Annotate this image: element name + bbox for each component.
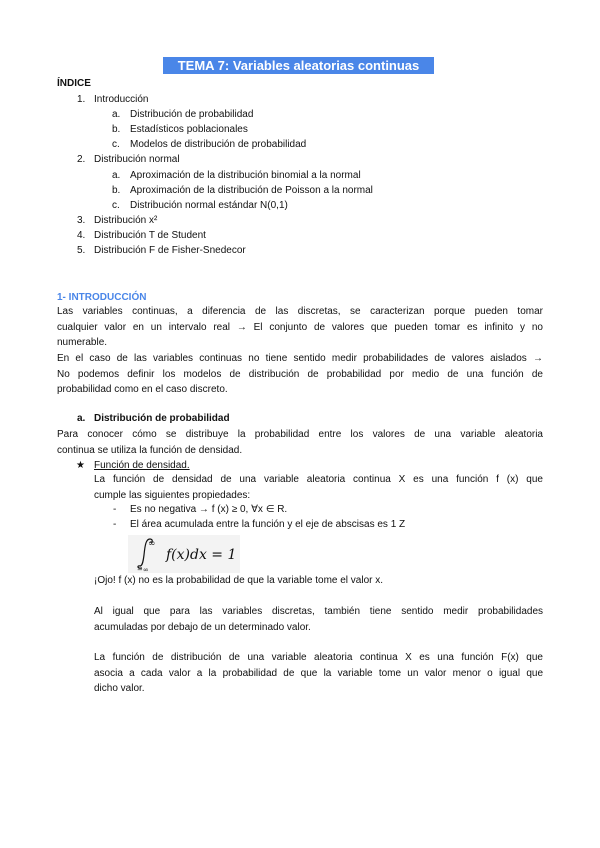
paragraph-line: continua se utiliza la función de densidad. (57, 444, 243, 456)
paragraph-line: probabilidad como en el caso discreto. (57, 384, 228, 395)
density-function-title: Función de densidad. (94, 460, 190, 471)
toc-item-aprox-binomial: Aproximación de la distribución binomial a la normal (130, 170, 361, 181)
property-area-one: El área acumulada entre la función y el eje de abscisas es 1 Z (130, 519, 406, 530)
paragraph-line: Las variables continuas, a diferencia de las discretas, se caracterizan porque pueden tomar (57, 306, 543, 317)
document-title: TEMA 7: Variables aleatorias continuas (163, 57, 434, 74)
subsection-marker: a. (77, 413, 86, 424)
paragraph-line: No podemos definir los modelos de distribución de probabilidad por medio de una función de (57, 368, 543, 380)
integral-formula (128, 535, 240, 573)
toc-item-introduccion: Introducción (94, 94, 149, 105)
toc-number: 3. (77, 215, 86, 226)
toc-letter: b. (112, 185, 121, 196)
toc-item-estadisticos: Estadísticos poblacionales (130, 124, 248, 135)
toc-letter: b. (112, 124, 121, 135)
toc-item-normal: Distribución normal (94, 154, 180, 165)
toc-item-aprox-poisson: Aproximación de la distribución de Poisson a la normal (130, 185, 373, 196)
toc-letter: c. (112, 139, 120, 150)
paragraph-line: La función de densidad de una variable aleatoria continua X es una función f (x) que (94, 474, 543, 485)
toc-item-distribucion-probabilidad: Distribución de probabilidad (130, 109, 254, 120)
toc-item-modelos: Modelos de distribución de probabilidad (130, 139, 307, 150)
toc-number: 4. (77, 230, 86, 241)
toc-item-chi-cuadrado: Distribución x² (94, 215, 158, 226)
paragraph-aislados (57, 351, 543, 398)
paragraph-funcion-distribucion (94, 650, 543, 697)
paragraph-line: La función de distribución de una variable aleatoria continua X es una función F(x) que (94, 652, 543, 663)
toc-item-fisher: Distribución F de Fisher-Snedecor (94, 245, 246, 256)
paragraph-continuas (57, 304, 543, 351)
paragraph-densidad-intro (57, 427, 543, 458)
integral-lower-limit: −∞ (137, 566, 149, 573)
star-bullet-icon: ★ (76, 460, 85, 471)
paragraph-line: En el caso de las variables continuas no tiene sentido medir probabilidades de valores aislados → (57, 353, 543, 364)
toc-letter: c. (112, 200, 120, 211)
toc-number: 2. (77, 154, 86, 165)
ojo-note: ¡Ojo! f (x) no es la probabilidad de que la variable tome el valor x. (94, 575, 384, 586)
subsection-heading-distribucion: Distribución de probabilidad (94, 413, 230, 424)
dash-bullet: - (113, 504, 117, 515)
toc-letter: a. (112, 109, 121, 120)
integral-upper-limit: ∞ (148, 539, 156, 549)
integral-formula-graphic (128, 535, 240, 573)
paragraph-line: dicho valor. (94, 683, 145, 694)
section-heading-introduccion: 1- INTRODUCCIÓN (57, 292, 147, 303)
paragraph-line: cualquier valor en un intervalo real → El conjunto de valores que pueden tomar es infinito y no (57, 321, 543, 333)
paragraph-line: Al igual que para las variables discretas, también tiene sentido medir probabilidades (94, 606, 543, 617)
dash-bullet: - (113, 519, 117, 530)
paragraph-line: numerable. (57, 337, 108, 348)
paragraph-line: cumple las siguientes propiedades: (94, 489, 251, 501)
paragraph-line: asocia a cada valor a la probabilidad de que la variable tome un valor menor o igual que (94, 667, 543, 679)
toc-number: 1. (77, 94, 86, 105)
paragraph-acumuladas (94, 604, 543, 635)
paragraph-line: Para conocer cómo se distribuye la probabilidad entre los valores de una variable aleatoria (57, 429, 543, 440)
toc-item-normal-estandar: Distribución normal estándar N(0,1) (130, 200, 288, 211)
toc-letter: a. (112, 170, 121, 181)
paragraph-line: acumuladas por debajo de un determinado valor. (94, 621, 311, 633)
property-non-negative: Es no negativa → f (x) ≥ 0, ∀x ∈ R. (130, 504, 288, 515)
paragraph-densidad-def (94, 472, 543, 503)
integral-body: f(x)dx = 1 (166, 547, 237, 563)
index-heading: ÍNDICE (57, 78, 91, 89)
toc-item-t-student: Distribución T de Student (94, 230, 206, 241)
toc-number: 5. (77, 245, 86, 256)
